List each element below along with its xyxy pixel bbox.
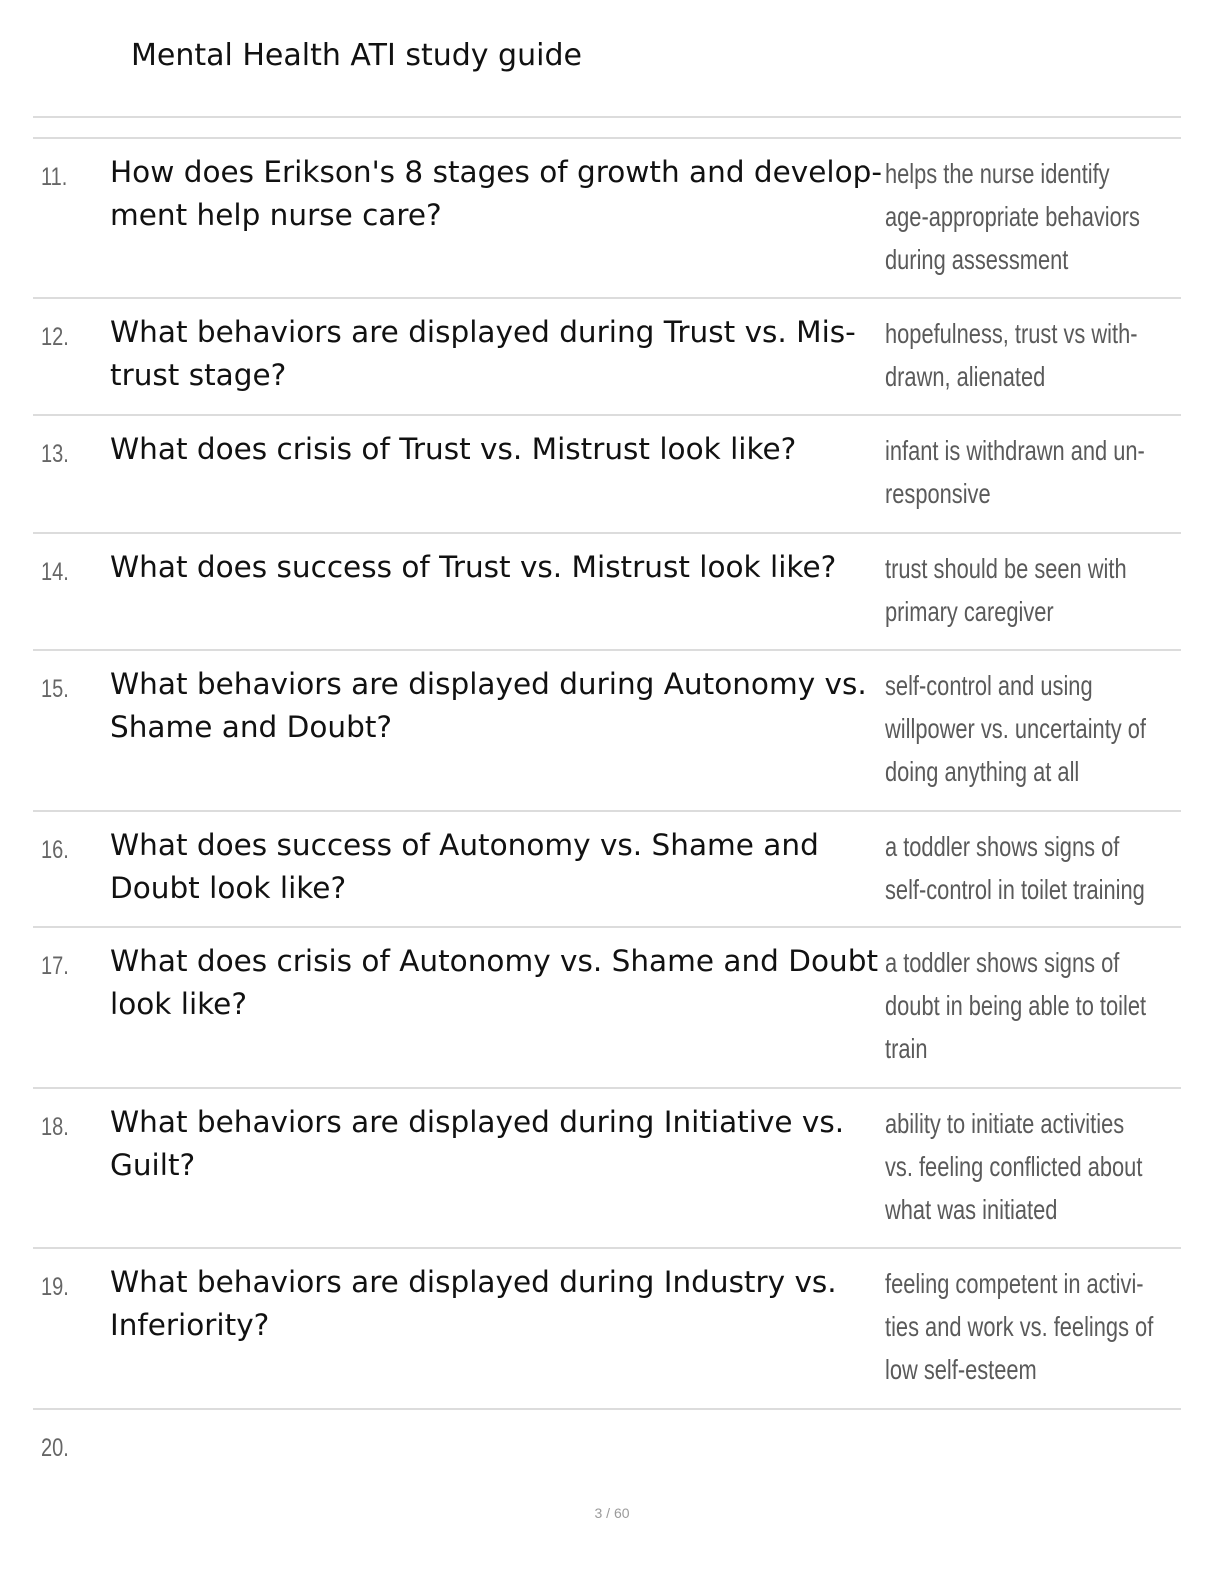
flashcard-row xyxy=(33,1249,1181,1410)
flashcard-row xyxy=(33,139,1181,299)
flashcard-row xyxy=(33,416,1181,534)
item-number: 16. xyxy=(41,836,69,864)
answer-text: hopefulness, trust vs with- drawn, alienated xyxy=(885,318,1138,392)
flashcard-row xyxy=(33,1410,1181,1470)
answer-text: trust should be seen with primary caregiver xyxy=(885,553,1127,627)
question-text: What does crisis of Trust vs. Mistrust look like? xyxy=(110,432,797,466)
item-number: 17. xyxy=(41,952,69,980)
item-number: 12. xyxy=(41,323,69,351)
answer-text: a toddler shows signs of self-control in toilet training xyxy=(885,831,1145,905)
answer-text: infant is withdrawn and un- responsive xyxy=(885,435,1145,509)
item-number: 14. xyxy=(41,558,69,586)
question-text: What does crisis of Autonomy vs. Shame and Doubt look like? xyxy=(110,944,879,1021)
page-indicator: 3 / 60 xyxy=(594,1505,630,1521)
flashcard-row xyxy=(33,651,1181,812)
header-divider xyxy=(33,116,1181,118)
document-title: Mental Health ATI study guide xyxy=(131,38,582,73)
item-number: 13. xyxy=(41,440,69,468)
item-number: 20. xyxy=(41,1434,69,1462)
item-number: 11. xyxy=(41,163,68,191)
flashcard-row xyxy=(33,928,1181,1089)
item-number: 18. xyxy=(41,1113,69,1141)
question-text: What behaviors are displayed during Autonomy vs. Shame and Doubt? xyxy=(110,667,867,744)
question-text: What does success of Autonomy vs. Shame and Doubt look like? xyxy=(110,828,819,905)
item-number: 15. xyxy=(41,675,69,703)
item-number: 19. xyxy=(41,1273,69,1301)
answer-text: helps the nurse identify age-appropriate behaviors during assessment xyxy=(885,158,1140,275)
answer-text: self-control and using willpower vs. uncertainty of doing anything at all xyxy=(885,670,1146,787)
flashcard-row xyxy=(33,1089,1181,1249)
question-text: How does Erikson's 8 stages of growth and develop- ment help nurse care? xyxy=(110,155,883,232)
question-text: What behaviors are displayed during Initiative vs. Guilt? xyxy=(110,1105,845,1182)
answer-text: feeling competent in activi- ties and work vs. feelings of low self-esteem xyxy=(885,1268,1154,1385)
answer-text: a toddler shows signs of doubt in being able to toilet train xyxy=(885,947,1147,1064)
question-text: What behaviors are displayed during Trust vs. Mis- trust stage? xyxy=(110,315,856,392)
flashcard-row xyxy=(33,299,1181,416)
flashcard-row xyxy=(33,812,1181,928)
flashcard-table xyxy=(33,139,1181,1470)
flashcard-row xyxy=(33,534,1181,651)
answer-text: ability to initiate activities vs. feeling conflicted about what was initiated xyxy=(885,1108,1143,1225)
question-text: What does success of Trust vs. Mistrust look like? xyxy=(110,550,837,584)
question-text: What behaviors are displayed during Industry vs. Inferiority? xyxy=(110,1265,837,1342)
